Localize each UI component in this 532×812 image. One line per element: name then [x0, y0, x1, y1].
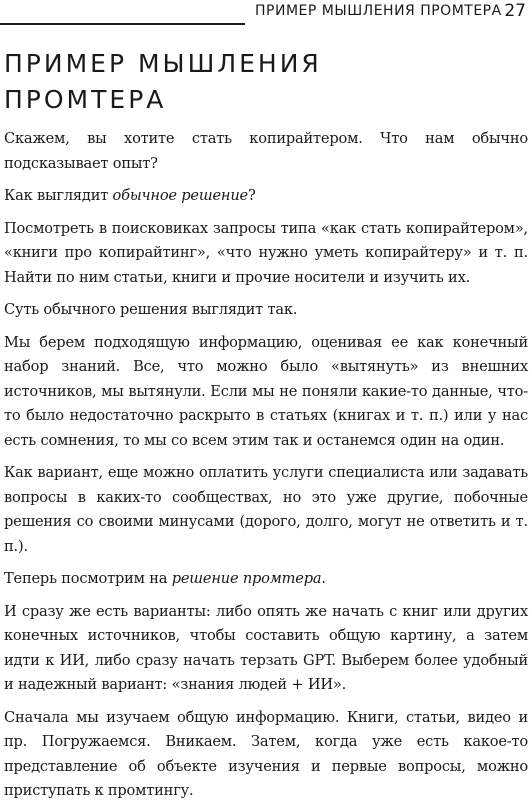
- paragraph-2-emphasis: обычное решение: [112, 187, 248, 204]
- paragraph-5: Мы берем подходящую информацию, оценивая ее как конечный набор знаний. Все, что можно было «вытянуть» из внешних источников, мы вытянули. Если мы не поняли какие-то данные, что-то было недостаточно раскрыто в статьях (книгах и т. п.) или у нас есть сомнения, то мы со всем этим так и останемся один на один.: [4, 333, 528, 449]
- paragraph-8: И сразу же есть варианты: либо опять же начать с книг или других конечных источников, чтобы составить общую картину, а затем идти к ИИ, либо сразу начать терзать GPT. Выберем более удобный и надежный вариант: «знания людей + ИИ».: [4, 602, 528, 693]
- paragraph-2-end: ?: [247, 187, 256, 204]
- paragraph-7-emphasis: решение промтера: [171, 570, 322, 587]
- running-title: ПРИМЕР МЫШЛЕНИЯ ПРОМТЕРА: [255, 3, 502, 19]
- paragraph-7-end: .: [321, 570, 326, 587]
- paragraph-6: Как вариант, еще можно оплатить услуги специалиста или задавать вопросы в каких-то сообществах, но это уже другие, побочные решения со своими минусами (дорого, долго, могут не ответить и т. п.).: [4, 464, 528, 555]
- paragraph-1: Скажем, вы хотите стать копирайтером. Что нам обычно подсказывает опыт?: [4, 130, 528, 172]
- paragraph-2-text: Как выглядит: [4, 187, 113, 204]
- paragraph-7-text: Теперь посмотрим на: [4, 570, 172, 587]
- paragraph-9: Сначала мы изучаем общую информацию. Книги, статьи, видео и пр. Погружаемся. Вникаем. Затем, когда уже есть какое-то представление об объекте изучения и первые вопросы, можно приступать к промтингу.: [4, 708, 528, 799]
- paragraph-7: [4, 567, 528, 592]
- running-header: [0, 0, 532, 30]
- paragraph-2: [4, 184, 528, 209]
- header-rule: [0, 0, 245, 25]
- chapter-title-line-2: ПРОМТЕРА: [4, 85, 167, 114]
- page-number: 27: [504, 1, 526, 21]
- chapter-title-line-1: ПРИМЕР МЫШЛЕНИЯ: [4, 49, 322, 78]
- paragraph-3: Посмотреть в поисковиках запросы типа «как стать копирайтером», «книги про копирайтинг», «что нужно уметь копирайтеру» и т. п. Найти по ним статьи, книги и прочие носители и изучить их.: [4, 219, 528, 286]
- body-text: [4, 127, 528, 812]
- paragraph-4: Суть обычного решения выглядит так.: [4, 301, 298, 318]
- chapter-title: [4, 46, 524, 118]
